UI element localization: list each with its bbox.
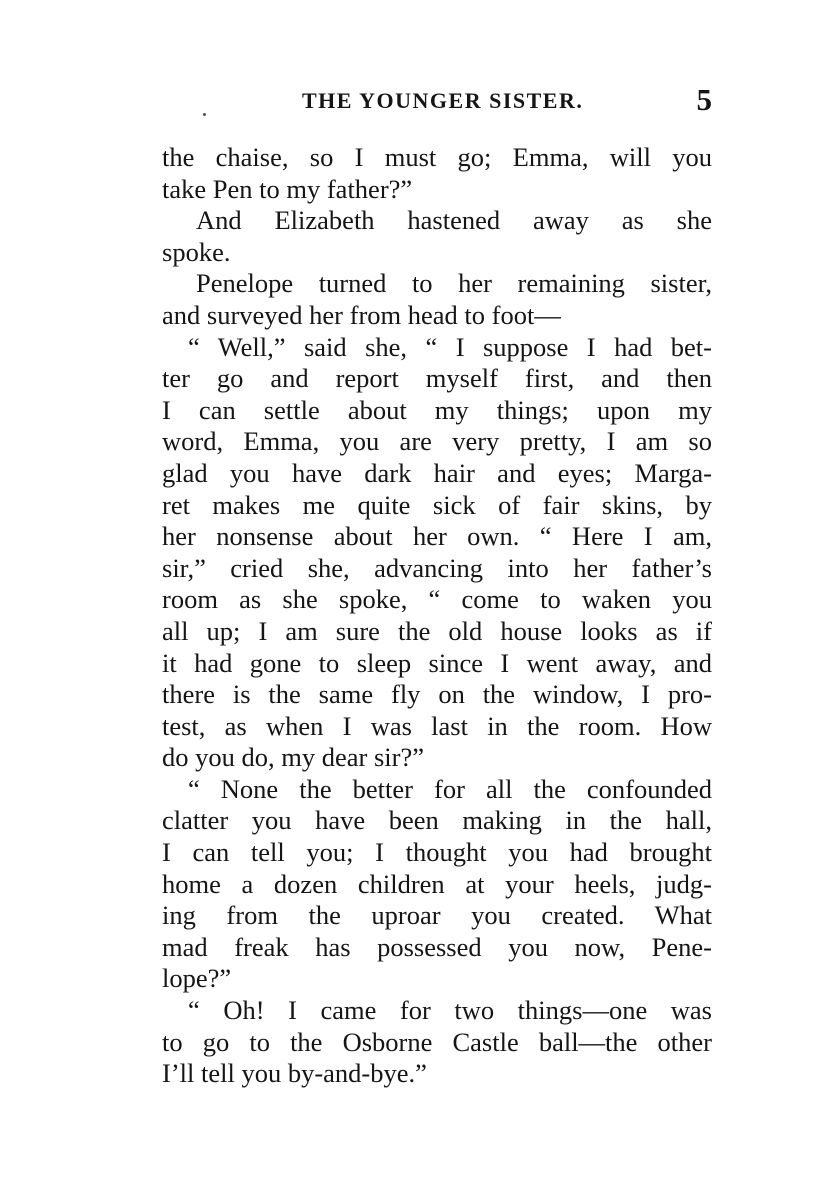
text-line: test, as when I was last in the room. How xyxy=(162,710,712,741)
text-line: “ Oh! I came for two things—one was xyxy=(188,995,712,1026)
running-header xyxy=(162,82,712,122)
text-line: I’ll tell you by-and-bye.” xyxy=(162,1058,427,1089)
text-line: take Pen to my father?” xyxy=(162,173,413,204)
text-line: “ Well,” said she, “ I suppose I had bet- xyxy=(188,331,712,362)
text-line: do you do, my dear sir?” xyxy=(162,742,424,773)
text-line: clatter you have been making in the hall, xyxy=(162,805,712,836)
text-line: ing from the uproar you created. What xyxy=(162,900,712,931)
text-line: “ None the better for all the confounded xyxy=(188,773,712,804)
text-line: glad you have dark hair and eyes; Marga- xyxy=(162,457,712,488)
text-line: mad freak has possessed you now, Pene- xyxy=(162,931,712,962)
text-line: to go to the Osborne Castle ball—the other xyxy=(162,1026,712,1057)
text-line: ret makes me quite sick of fair skins, by xyxy=(162,489,712,520)
text-line: it had gone to sleep since I went away, and xyxy=(162,647,712,678)
text-line: spoke. xyxy=(162,236,231,267)
text-line: word, Emma, you are very pretty, I am so xyxy=(162,426,712,457)
running-head-title: THE YOUNGER SISTER. xyxy=(302,88,584,113)
text-line: And Elizabeth hastened away as she xyxy=(196,205,712,236)
text-line: I can settle about my things; upon my xyxy=(162,394,712,425)
page-number: 5 xyxy=(696,82,712,117)
text-line: her nonsense about her own. “ Here I am, xyxy=(162,521,712,552)
text-line: and surveyed her from head to foot— xyxy=(162,299,561,330)
text-line: sir,” cried she, advancing into her father’s xyxy=(162,552,712,583)
text-line: home a dozen children at your heels, judg- xyxy=(162,868,712,899)
text-line: there is the same fly on the window, I pro- xyxy=(162,679,712,710)
text-line: all up; I am sure the old house looks as if xyxy=(162,615,712,646)
text-line: lope?” xyxy=(162,963,232,994)
text-line: I can tell you; I thought you had brought xyxy=(162,837,712,868)
text-line: the chaise, so I must go; Emma, will you xyxy=(162,142,712,172)
text-line: ter go and report myself first, and then xyxy=(162,363,712,394)
print-speck xyxy=(203,113,206,116)
text-line: room as she spoke, “ come to waken you xyxy=(162,584,712,615)
text-line: Penelope turned to her remaining sister, xyxy=(196,268,712,299)
body-text xyxy=(162,142,712,1090)
